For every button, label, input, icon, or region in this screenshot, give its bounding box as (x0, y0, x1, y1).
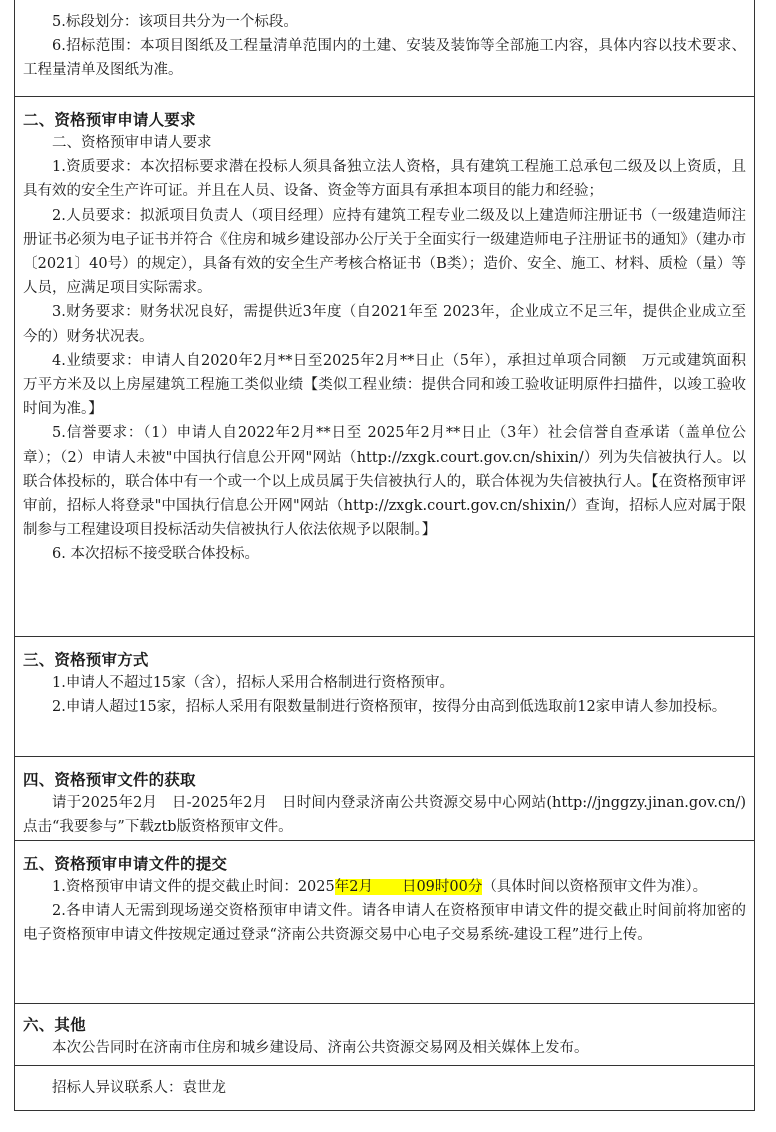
publication-note: 本次公告同时在济南市住房和城乡建设局、济南公共资源交易网及相关媒体上发布。 (52, 1040, 589, 1056)
section-title: 三、资格预审方式 (23, 651, 149, 669)
acquisition-instructions: 请于2025年2月 日-2025年2月 日时间内登录济南公共资源交易中心网站(http://jnggzy.jinan.gov.cn/)点击“我要参与”下载ztb版资格预审文件。 (23, 795, 746, 836)
section-document-acquisition (14, 757, 755, 841)
section-applicant-requirements (14, 97, 761, 637)
deadline-suffix: （具体时间以资格预审文件为准）。 (482, 879, 708, 895)
financial-requirement: 3.财务要求：财务状况良好，需提供近3年度（自2021年至 2023年，企业成立不足三年，提供企业成立至今的）财务状况表。 (23, 304, 746, 345)
method-qualified-system: 1.申请人不超过15家（含），招标人采用合格制进行资格预审。 (52, 675, 455, 691)
section-title: 四、资格预审文件的获取 (23, 771, 196, 789)
section-title: 六、其他 (23, 1016, 86, 1034)
objection-contact: 招标人异议联系人：袁世龙 (52, 1080, 226, 1096)
section-bid-info (14, 0, 755, 97)
credit-requirement: 5.信誉要求：（1）申请人自2022年2月**日至 2025年2月**日止（3年）社会信誉自查承诺（盖单位公章）；（2）申请人未被"中国执行信息公开网"网站（http://zxgk.court.gov.cn/shixin/）列为失信被执行人。以联合体投标的，联合体中有一个或一个以上成员属于失信被执行人的，联合体视为失信被执行人。【在资格预审评审前，招标人将登录"中国执行信息公开网"网站（http://zxgk.court.gov.cn/shixin/）查询，招标人应对属于限制参与工程建设项目投标活动失信被执行人依法依规予以限制。】 (23, 425, 746, 539)
section-submission (14, 841, 755, 1004)
deadline-prefix: 1.资格预审申请文件的提交截止时间：2025 (52, 879, 335, 895)
deadline-highlight: 年2月 日09时00分 (334, 879, 483, 895)
section-prequalification-method (14, 637, 755, 757)
announcement-document (14, 0, 761, 1111)
submission-deadline (23, 875, 746, 899)
section-other (14, 1004, 755, 1066)
bid-scope: 6.招标范围：本项目图纸及工程量清单范围内的土建、安装及装饰等全部施工内容，具体内容以技术要求、工程量清单及图纸为准。 (23, 38, 746, 79)
section-title: 二、资格预审申请人要求 (23, 111, 196, 129)
section-subtitle: 二、资格预审申请人要求 (52, 135, 212, 151)
method-limited-number: 2.申请人超过15家，招标人采用有限数量制进行资格预审，按得分由高到低选取前12家申请人参加投标。 (52, 699, 727, 716)
qualification-requirement: 1.资质要求：本次招标要求潜在投标人须具备独立法人资格，具有建筑工程施工总承包二级及以上资质，且具有效的安全生产许可证。并且在人员、设备、资金等方面具有承担本项目的能力和经验； (23, 159, 746, 200)
bid-section-division: 5.标段划分：该项目共分为一个标段。 (52, 14, 298, 30)
personnel-requirement: 2.人员要求：拟派项目负责人（项目经理）应持有建筑工程专业二级及以上建造师注册证书（一级建造师注册证书必须为电子证书并符合《住房和城乡建设部办公厅关于全面实行一级建造师电子注册证书的通知》（建办市〔2021〕40号）的规定），具备有效的安全生产考核合格证书（B类）；造价、安全、施工、材料、质检（量）等人员，应满足项目实际需求。 (23, 207, 746, 297)
submission-method: 2.各申请人无需到现场递交资格预审申请文件。请各申请人在资格预审申请文件的提交截止时间前将加密的电子资格预审申请文件按规定通过登录“济南公共资源交易中心电子交易系统-建设工程”进行上传。 (23, 903, 746, 944)
section-contact (14, 1066, 755, 1111)
consortium-note: 6. 本次招标不接受联合体投标。 (52, 546, 259, 563)
section-title: 五、资格预审申请文件的提交 (23, 855, 228, 873)
performance-requirement: 4.业绩要求：申请人自2020年2月**日至2025年2月**日止（5年），承担过单项合同额 万元或建筑面积 万平方米及以上房屋建筑工程施工类似业绩【类似工程业绩：提供合同和竣工验收证明原件扫描件，以竣工验收时间为准。】 (23, 352, 761, 418)
